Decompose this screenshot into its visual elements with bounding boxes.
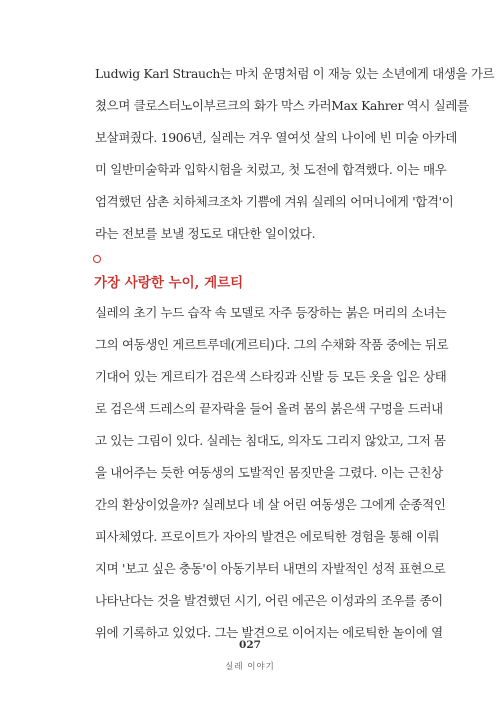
text-line: 피사체였다. 프로이트가 자아의 발견은 에로틱한 경험을 통해 이뤄	[95, 529, 440, 544]
text-line: 실레의 초기 누드 습작 속 모델로 자주 등장하는 붉은 머리의 소녀는	[95, 305, 447, 320]
text-line: 고 있는 그림이 있다. 실레는 침대도, 의자도 그리지 않았고, 그저 몸	[95, 433, 446, 448]
text-line: Ludwig Karl Strauch는 마치 운명처럼 이 재능 있는 소년에게 대생을 가르	[95, 66, 495, 81]
text-line: 보살펴줬다. 1906년, 실레는 겨우 열여섯 살의 나이에 빈 미술 아카데	[95, 130, 458, 145]
page-number: 027	[239, 639, 261, 651]
running-title: 실레 이야기	[225, 662, 275, 672]
section-title: 가장 사랑한 누이, 게르티	[94, 275, 244, 291]
text-line: 엄격했던 삼촌 치하체크조차 기쁨에 겨워 실레의 어머니에게 '합격'이	[95, 194, 454, 209]
text-line: 간의 환상이었을까? 실레보다 네 살 어린 여동생은 그에게 순종적인	[95, 497, 446, 512]
body-paragraph-1	[95, 58, 495, 250]
text-line: 쳤으며 클로스터노이부르크의 화가 막스 카러Max Kahrer 역시 실레를	[95, 98, 469, 113]
text-line: 위에 기록하고 있었다. 그는 발견으로 이어지는 에로틱한 놀이에 열	[95, 625, 443, 640]
text-line: 라는 전보를 보낼 정도로 대단한 일이었다.	[95, 226, 316, 241]
section-circle-icon	[93, 255, 101, 263]
text-line: 기대어 있는 게르티가 검은색 스타킹과 신발 등 모든 옷을 입은 상태	[95, 369, 447, 384]
text-line: 을 내어주는 듯한 여동생의 도발적인 몸짓만을 그렸다. 이는 근친상	[95, 465, 443, 480]
body-paragraph-2	[95, 297, 449, 649]
text-line: 로 검은색 드레스의 끝자락을 들어 올려 몸의 붉은색 구멍을 드러내	[95, 401, 443, 416]
text-line: 그의 여동생인 게르트루데(게르티)다. 그의 수채화 작품 중에는 뒤로	[95, 337, 449, 352]
text-line: 지며 '보고 싶은 충동'이 아동기부터 내면의 자발적인 성적 표현으로	[95, 561, 446, 576]
text-line: 미 일반미술학과 입학시험을 치렀고, 첫 도전에 합격했다. 이는 매우	[95, 162, 447, 177]
text-line: 나타난다는 것을 발견했던 시기, 어린 에곤은 이성과의 조우를 종이	[95, 593, 443, 608]
